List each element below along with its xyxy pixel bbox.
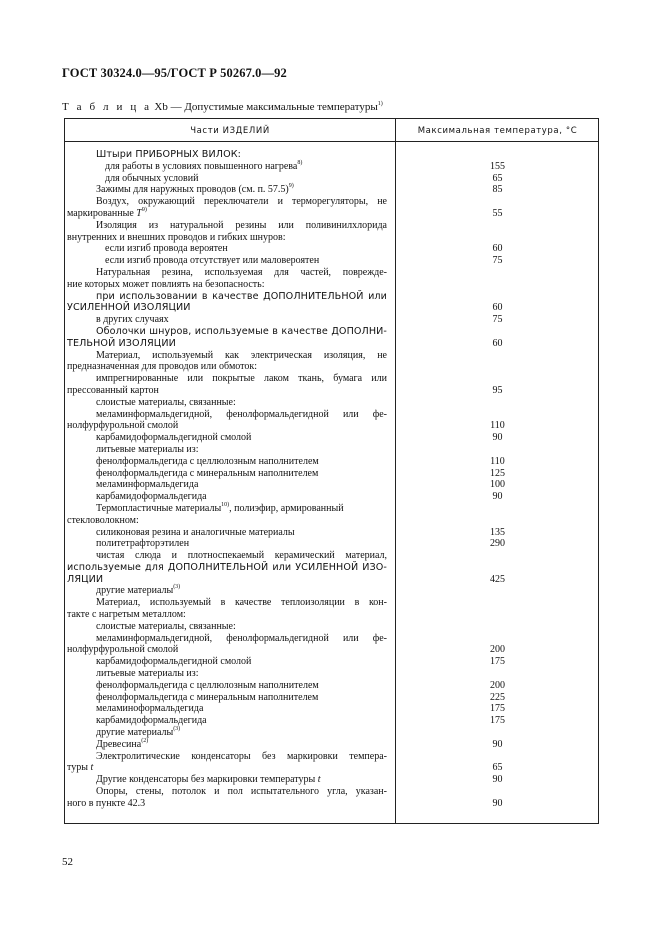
table-row [65,762,600,774]
row-label-text: силиконовая резина и аналогичные материалы [96,526,295,538]
row-temperature: 60 [492,302,503,314]
row-temperature: 90 [492,797,503,809]
row-footnote: (3) [173,584,181,591]
row-label [67,515,387,527]
column-header-temperature: Максимальная температура, °С [417,126,578,136]
row-label [96,527,387,539]
row-temperature: 135 [490,526,505,538]
row-label-text: литьевые материалы из: [96,443,199,455]
row-label-text: Другие конденсаторы без маркировки температуры [96,774,316,786]
row-label [96,585,387,597]
row-label-text: если изгиб провода вероятен [105,243,228,255]
row-label [67,279,387,291]
document-header: ГОСТ 30324.0—95/ГОСТ Р 50267.0—92 [62,66,287,80]
row-label [67,609,387,621]
row-temperature: 90 [492,491,503,503]
row-label-text: маркированные [67,207,134,219]
row-label-text: УСИЛЕННОЙ ИЗОЛЯЦИИ [67,302,191,314]
row-label [105,173,387,185]
table-row [65,751,600,763]
row-footnote: (2) [141,737,149,744]
row-label [96,786,387,798]
table-row [65,703,600,715]
row-temperature: 65 [492,762,503,774]
row-label [67,644,387,656]
row-label [96,774,387,786]
row-temperature: 175 [490,656,505,668]
row-temperature: 85 [492,184,503,196]
row-temperature: 55 [492,207,503,219]
row-label [96,538,387,550]
row-label-text: для обычных условий [105,172,199,184]
row-temperature: 425 [490,573,505,585]
row-label-text: фенолформальдегида с целлюлозным наполнителем [96,679,319,691]
table-row [65,621,600,633]
table-row [65,149,600,161]
row-temperature: 75 [492,314,503,326]
table-row [65,491,600,503]
row-label-symbol: t [90,762,94,774]
table-row [65,680,600,692]
row-label-text: Воздух, окружающий переключатели и терморегуляторы, не [96,196,387,208]
table-row [65,527,600,539]
row-label-text: Опоры, стены, потолок и пол испытательного угла, указан- [96,786,387,798]
row-label [96,550,387,562]
row-label-text: туры [67,762,88,774]
page-number: 52 [62,856,73,868]
row-temperature: 100 [490,479,505,491]
table-row [65,468,600,480]
table-row [65,397,600,409]
row-label [96,692,387,704]
column-header-parts: Части ИЗДЕЛИЙ [190,126,270,136]
table-row [65,373,600,385]
row-label [67,562,387,574]
table-row [65,774,600,786]
row-label [67,338,387,350]
row-label-text: внутренних и внешних проводов и гибких шнуров: [67,231,286,243]
table-row [65,585,600,597]
row-label [67,762,387,774]
row-label-text: ТЕЛЬНОЙ ИЗОЛЯЦИИ [67,337,176,349]
row-temperature: 155 [490,160,505,172]
table-row [65,314,600,326]
row-label [96,597,387,609]
row-label-text: нолфурфурольной смолой [67,644,179,656]
row-label-text: фенолформальдегида с минеральным наполнителем [96,467,319,479]
caption-number: Xb [154,101,168,113]
row-label [96,291,387,303]
table-row [65,644,600,656]
row-label-text: Штыри ПРИБОРНЫХ ВИЛОК: [96,149,241,160]
table-row [65,184,600,196]
row-label-text: карбамидоформальдегидной смолой [96,656,252,668]
row-label [96,739,387,751]
row-label [96,479,387,491]
table-row [65,232,600,244]
table-row [65,798,600,810]
row-label [96,444,387,456]
row-label-text: меламинформальдегида [96,479,199,491]
row-label-text: в других случаях [96,314,169,326]
table-row [65,562,600,574]
table-row [65,208,600,220]
table-row [65,220,600,232]
table-row [65,361,600,373]
row-label [96,656,387,668]
row-temperature: 95 [492,384,503,396]
row-label-text: при использовании в качестве ДОПОЛНИТЕЛЬНОЙ или [96,290,387,302]
table-row [65,715,600,727]
row-temperature: 90 [492,774,503,786]
row-temperature: 200 [490,679,505,691]
row-label-text: карбамидоформальдегида [96,715,207,727]
table-row [65,597,600,609]
table-row [65,420,600,432]
temperature-table [64,118,599,824]
row-label-text: другие материалы [96,585,174,597]
row-label [96,196,387,208]
row-label-text: Материал, используемый в качестве теплоизоляции в кон- [96,597,387,609]
table-row [65,350,600,362]
table-row [65,267,600,279]
table-row [65,574,600,586]
row-label-text: Натуральная резина, используемая для частей, повреждe- [96,266,387,278]
row-temperature: 125 [490,467,505,479]
row-label [96,432,387,444]
row-label [105,243,387,255]
row-temperature: 225 [490,691,505,703]
row-temperature: 110 [490,420,505,432]
row-temperature: 175 [490,703,505,715]
row-label [96,491,387,503]
row-temperature: 110 [490,455,505,467]
row-label [96,668,387,680]
table-row [65,668,600,680]
row-temperature: 200 [490,644,505,656]
row-label [67,361,387,373]
table-body [65,149,600,810]
row-label-text: политетрафторэтилен [96,538,190,550]
row-label [67,385,387,397]
row-label-text: слоистые материалы, связанные: [96,396,236,408]
table-row [65,456,600,468]
table-row [65,515,600,527]
row-label [96,703,387,715]
row-label-text: Материал, используемый как электрическая изоляция, не [96,349,387,361]
row-label [96,621,387,633]
table-row [65,338,600,350]
row-label [96,350,387,362]
row-temperature: 65 [492,172,503,184]
row-temperature: 90 [492,432,503,444]
row-label-symbol: T [136,207,142,219]
row-label-symbol: t [317,774,321,786]
table-row [65,538,600,550]
row-label [67,798,387,810]
row-label [67,420,387,432]
table-row [65,444,600,456]
table-row [65,786,600,798]
row-label-text: карбамидоформальдегида [96,491,207,503]
row-temperature: 60 [492,337,503,349]
row-label [96,149,387,161]
row-temperature: 75 [492,255,503,267]
table-row [65,326,600,338]
row-footnote: 9) [141,206,147,213]
row-label [96,326,387,338]
row-label-text: стекловолокном: [67,514,139,526]
row-label-text: импрегнированные или покрытые лаком ткань, бумага или [96,373,387,385]
row-label [67,232,387,244]
row-label [96,503,387,515]
caption-text: — Допустимые максимальные температуры [170,101,378,113]
table-row [65,302,600,314]
row-label-text: Древесина [96,738,142,750]
row-label-text: ние которых может повлиять на безопасность: [67,278,265,290]
row-label-text: ЛЯЦИИ [67,573,104,585]
table-row [65,255,600,267]
row-label-text: Оболочки шнуров, используемые в качестве ДОПОЛНИ- [96,325,387,337]
row-label-text: нолфурфурольной смолой [67,420,179,432]
row-temperature: 175 [490,715,505,727]
row-label [67,208,387,220]
row-label-text: используемые для ДОПОЛНИТЕЛЬНОЙ или УСИЛЕННОЙ ИЗО- [67,561,387,573]
row-label [105,255,387,267]
row-label [96,633,387,645]
row-label [96,751,387,763]
row-temperature: 60 [492,243,503,255]
table-row [65,656,600,668]
table-row [65,609,600,621]
row-label-text: литьевые материалы из: [96,668,199,680]
row-footnote: 10) [221,501,230,508]
row-label-text: слоистые материалы, связанные: [96,620,236,632]
row-footnote: 8) [297,159,303,166]
row-label [96,727,387,739]
row-label-text: ного в пункте 42.3 [67,797,146,809]
row-label [96,397,387,409]
row-label-text: Термопластичные материалы [96,502,222,514]
row-temperature: 90 [492,738,503,750]
row-label-text: Электролитические конденсаторы без маркировки темпера- [96,750,387,762]
table-row [65,479,600,491]
row-label [96,456,387,468]
row-label [96,373,387,385]
row-label [96,184,387,196]
row-label-text: меламиноформальдегида [96,703,204,715]
table-row [65,409,600,421]
table-row [65,279,600,291]
row-label-text: карбамидоформальдегидной смолой [96,432,252,444]
table-row [65,692,600,704]
row-label [96,715,387,727]
table-row [65,173,600,185]
table-caption [62,101,383,113]
caption-footnote: 1) [377,101,383,107]
row-label-text: фенолформальдегида с минеральным наполнителем [96,691,319,703]
header-divider [65,141,598,142]
table-row [65,503,600,515]
row-label [105,161,387,173]
row-footnote: (3) [173,726,181,733]
row-label-text: прессованный картон [67,384,159,396]
row-label-text: другие материалы [96,727,174,739]
row-label-text: фенолформальдегида с целлюлозным наполнителем [96,455,319,467]
table-row [65,385,600,397]
row-label [96,468,387,480]
table-row [65,291,600,303]
row-label [96,680,387,692]
table-row [65,432,600,444]
row-label-text: предназначенная для проводов или обмоток: [67,361,258,373]
caption-label: Т а б л и ц а [62,101,152,113]
row-label-text: для работы в условиях повышенного нагрева [105,160,298,172]
row-temperature: 290 [490,538,505,550]
row-footnote: 9) [288,183,294,190]
table-row [65,550,600,562]
row-label [96,220,387,232]
row-label-text: такте с нагретым металлом: [67,609,186,621]
row-label-text: Изоляция из натуральной резины или поливинилхлорида [96,219,387,231]
row-label-text: меламинформальдегидной, фенолформальдегидной или фе- [96,408,387,420]
table-row [65,633,600,645]
row-label [96,314,387,326]
table-row [65,243,600,255]
row-label-text: чистая слюда и плотноспекаемый керамический материал, [96,550,387,562]
row-label-text: меламинформальдегидной, фенолформальдегидной или фе- [96,632,387,644]
row-label-continuation: , полиэфир, армированный [229,502,344,514]
row-label [67,302,387,314]
row-label-text: Зажимы для наружных проводов (см. п. 57.5) [96,184,289,196]
row-label [67,574,387,586]
table-row [65,161,600,173]
row-label-text: если изгиб провода отсутствует или маловероятен [105,255,320,267]
row-label [96,267,387,279]
table-row [65,739,600,751]
row-label [96,409,387,421]
